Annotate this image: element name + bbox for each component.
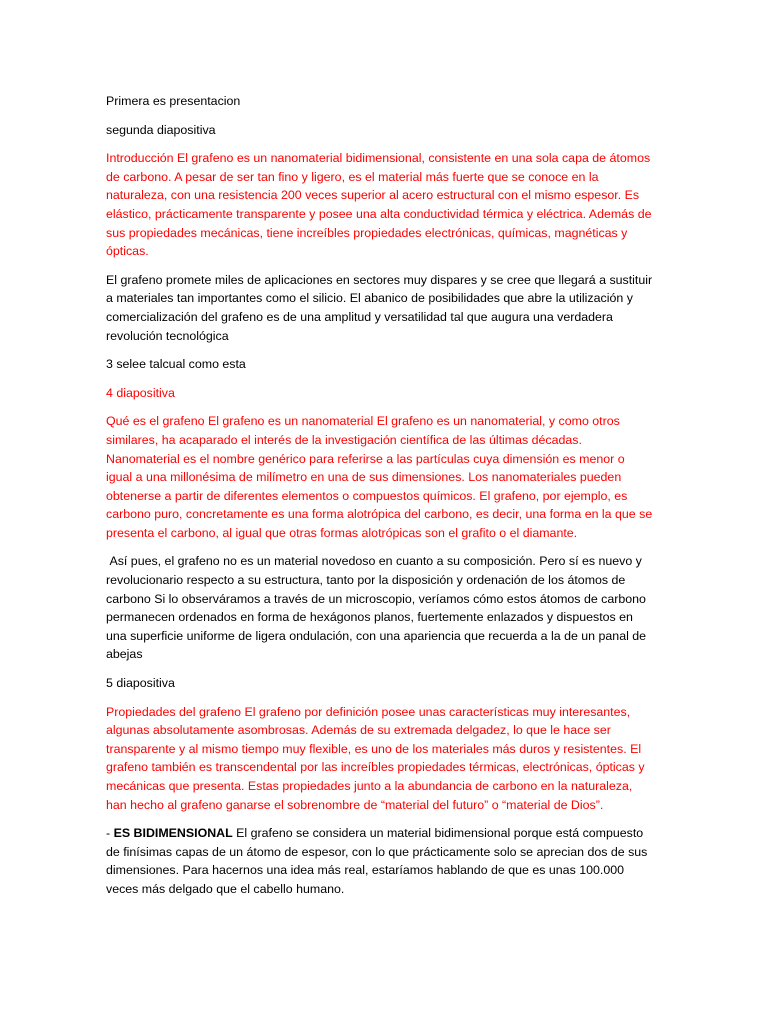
paragraph-propiedades: Propiedades del grafeno El grafeno por definición posee unas características muy interesantes, algunas absolutamente asombrosas. Además de su extremada delgadez, lo que le hace ser transparente y al mismo tiempo muy flexible, es uno de los materiales más duros y resistentes. El grafeno también es transcendental por las increíbles propiedades térmicas, electrónicas, ópticas y mecánicas que presenta. Estas propiedades junto a la abundancia de carbono en la naturaleza, han hecho al grafeno ganarse el sobrenombre de “material del futuro” o “material de Dios”. [106, 704, 645, 812]
paragraph-introduccion: Introducción El grafeno es un nanomaterial bidimensional, consistente en una sola capa de átomos de carbono. A pesar de ser tan fino y ligero, es el material más fuerte que se conoce en la naturaleza, con una resistencia 200 veces superior al acero estructural con el mismo espesor. Es elástico, prácticamente transparente y posee una alta conductividad térmica y eléctrica. Además de sus propiedades mecánicas, tiene increíbles propiedades electrónicas, químicas, magnéticas y ópticas. [106, 151, 652, 259]
heading-primera: Primera es presentacion [106, 94, 241, 108]
paragraph-asi-pues: Así pues, el grafeno no es un material novedoso en cuanto a su composición. Pero sí es nuevo y revolucionario respecto a su estructura, tanto por la disposición y ordenación de los átomos de carbono Si lo observáramos a través de un microscopio, veríamos cómo estos átomos de carbono permanecen ordenados en forma de hexágonos planos, fuertemente enlazados y dispuestos en una superficie uniforme de ligera ondulación, con una apariencia que recuerda a la de un panal de abejas [106, 554, 650, 662]
bidimensional-text: El grafeno se considera un material bidimensional porque está compuesto de finísimas capas de un átomo de espesor, con lo que prácticamente solo se aprecian dos de sus dimensiones. Para hacernos una idea más real, estaríamos hablando de que es unas 100.000 veces más delgado que el cabello humano. [106, 826, 648, 896]
heading-tercera: 3 selee talcual como esta [106, 357, 246, 372]
bidimensional-dash: - [106, 826, 114, 841]
bidimensional-heading: ES BIDIMENSIONAL [113, 826, 233, 841]
heading-cuarta-diapositiva: 4 diapositiva [106, 385, 175, 400]
paragraph-que-es-grafeno: Qué es el grafeno El grafeno es un nanomaterial El grafeno es un nanomaterial, y como otros similares, ha acaparado el interés de la investigación científica de las últimas décadas. Nanomaterial es el nombre genérico para referirse a las partículas cuya dimensión es menor o igual a una millonésima de milímetro en una de sus dimensiones. Los nanomateriales pueden obtenerse a partir de diferentes elementos o compuestos químicos. El grafeno, por ejemplo, es carbono puro, concretamente es una forma alotrópica del carbono, es decir, una forma en la que se presenta el carbono, al igual que otras formas alotrópicas son el grafito o el diamante. [106, 414, 653, 540]
heading-quinta-diapositiva: 5 diapositiva [106, 676, 175, 691]
paragraph-aplicaciones: El grafeno promete miles de aplicaciones en sectores muy dispares y se cree que llegará a sustituir a materiales tan importantes como el silicio. El abanico de posibilidades que abre la utilización y comercialización del grafeno es de una amplitud y versatilidad tal que augura una verdadera revolución tecnológica [106, 272, 653, 343]
heading-segunda-diapositiva: segunda diapositiva [106, 122, 216, 137]
document-page [106, 92, 654, 909]
paragraph-bidimensional [106, 824, 654, 898]
